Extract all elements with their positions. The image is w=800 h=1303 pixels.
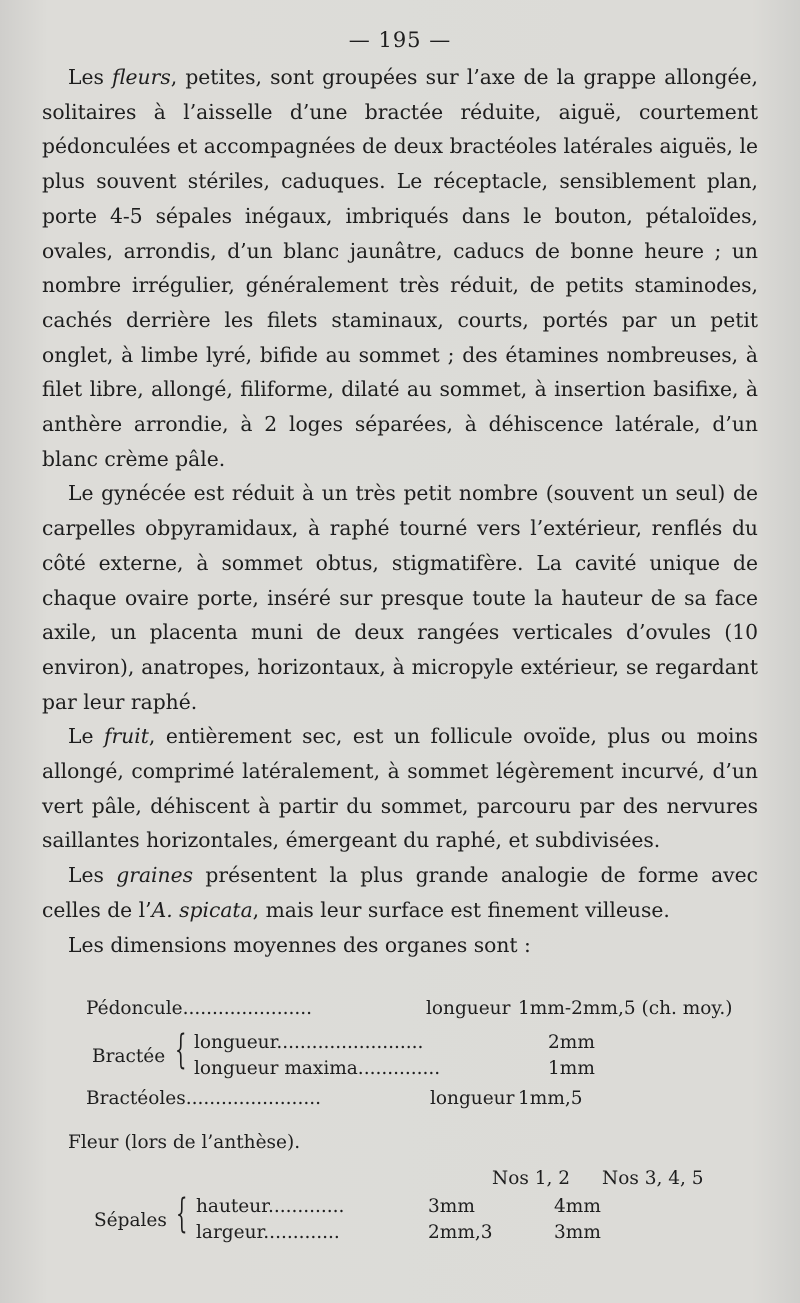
sepales-label: Sépales: [94, 1210, 167, 1232]
bracteoles-value: 1mm,5: [518, 1088, 583, 1110]
column-header-2: Nos 3, 4, 5: [602, 1168, 704, 1190]
sepales-height: hauteur.............: [196, 1196, 345, 1218]
sepales-width-col1: 2mm,3: [428, 1222, 493, 1244]
text-run: , entièrement sec, est un follicule ovoïde, plus ou moins allongé, comprimé latéralement, à sommet légèrement incurvé, d’un vert pâle, déhiscent à partir du sommet, parcouru par des nervures saillantes horizontales, émergeant du raphé, et subdivisées.: [42, 724, 758, 853]
text-run: Les: [68, 863, 117, 888]
pedoncule-value: 1mm-2mm,5 (ch. moy.): [518, 998, 733, 1020]
paragraph-seeds: [42, 858, 758, 927]
italic-term: fleurs: [112, 65, 171, 89]
page-number: — 195 —: [348, 28, 452, 52]
bractee-max-length: longueur maxima..............: [194, 1058, 441, 1080]
text-run: Le: [68, 724, 104, 749]
bractee-max-length-value: 1mm: [548, 1058, 595, 1080]
bractee-length: longueur.........................: [194, 1032, 424, 1054]
paragraph-dimensions-intro: Les dimensions moyennes des organes sont :: [68, 932, 531, 957]
paragraph-gynoecium: Le gynécée est réduit à un très petit nombre (souvent un seul) de carpelles obpyramidaux, à raphé tourné vers l’extérieur, renflés du côté externe, à sommet obtus, stigmatifère. La cavité unique de chaque ovaire porte, inséré sur presque toute la hauteur de sa face axile, un placenta muni de deux rangées verticales d’ovules (10 environ), anatropes, horizontaux, à micropyle extérieur, se regardant par leur raphé.: [42, 481, 758, 714]
pedoncule-label: Pédoncule......................: [86, 998, 312, 1020]
column-header-1: Nos 1, 2: [492, 1168, 571, 1190]
brace-icon: {: [175, 1027, 187, 1074]
italic-term: fruit: [103, 724, 149, 749]
italic-term: graines: [116, 863, 194, 888]
brace-icon: {: [176, 1191, 188, 1238]
text-run: , petites, sont groupées sur l’axe de la grappe allongée, solitaires à l’aisselle d’une bractée réduite, aiguë, courtement pédonculées et accompagnées de deux bractéoles latérales aiguës, le plus souvent stériles, caduques. Le réceptacle, sensiblement plan, porte 4-5 sépales inégaux, imbriqués dans le bouton, pétaloïdes, ovales, arrondis, d’un blanc jaunâtre, caducs de bonne heure ; un nombre irrégulier, généralement très réduit, de petits staminodes, cachés derrière les filets staminaux, courts, portés par un petit onglet, à limbe lyré, bifide au sommet ; des étamines nombreuses, à filet libre, allongé, filiforme, dilaté au sommet, à insertion basifixe, à anthère arrondie, à 2 loges séparées, à déhiscence latérale, d’un blanc crème pâle.: [42, 65, 758, 471]
bracteoles-label: Bractéoles.......................: [86, 1088, 321, 1110]
italic-term: A. spicata: [151, 897, 253, 922]
text-run: présentent la plus grande analogie de forme avec celles de l’: [42, 863, 758, 922]
text-run: , mais leur surface est finement villeuse.: [252, 897, 670, 922]
fleur-heading: Fleur (lors de l’anthèse).: [68, 1132, 301, 1154]
bracteoles-measure: longueur: [430, 1088, 515, 1110]
bractee-label: Bractée: [92, 1046, 166, 1068]
paragraph-fruit: [42, 719, 758, 858]
paragraph-flowers: [42, 60, 758, 476]
sepales-height-col1: 3mm: [428, 1196, 475, 1218]
bractee-length-value: 2mm: [548, 1032, 595, 1054]
pedoncule-measure: longueur: [426, 998, 511, 1020]
text-run: Les: [68, 65, 113, 89]
sepales-height-col2: 4mm: [554, 1196, 601, 1218]
sepales-width: largeur.............: [196, 1222, 340, 1244]
sepales-width-col2: 3mm: [554, 1222, 601, 1244]
